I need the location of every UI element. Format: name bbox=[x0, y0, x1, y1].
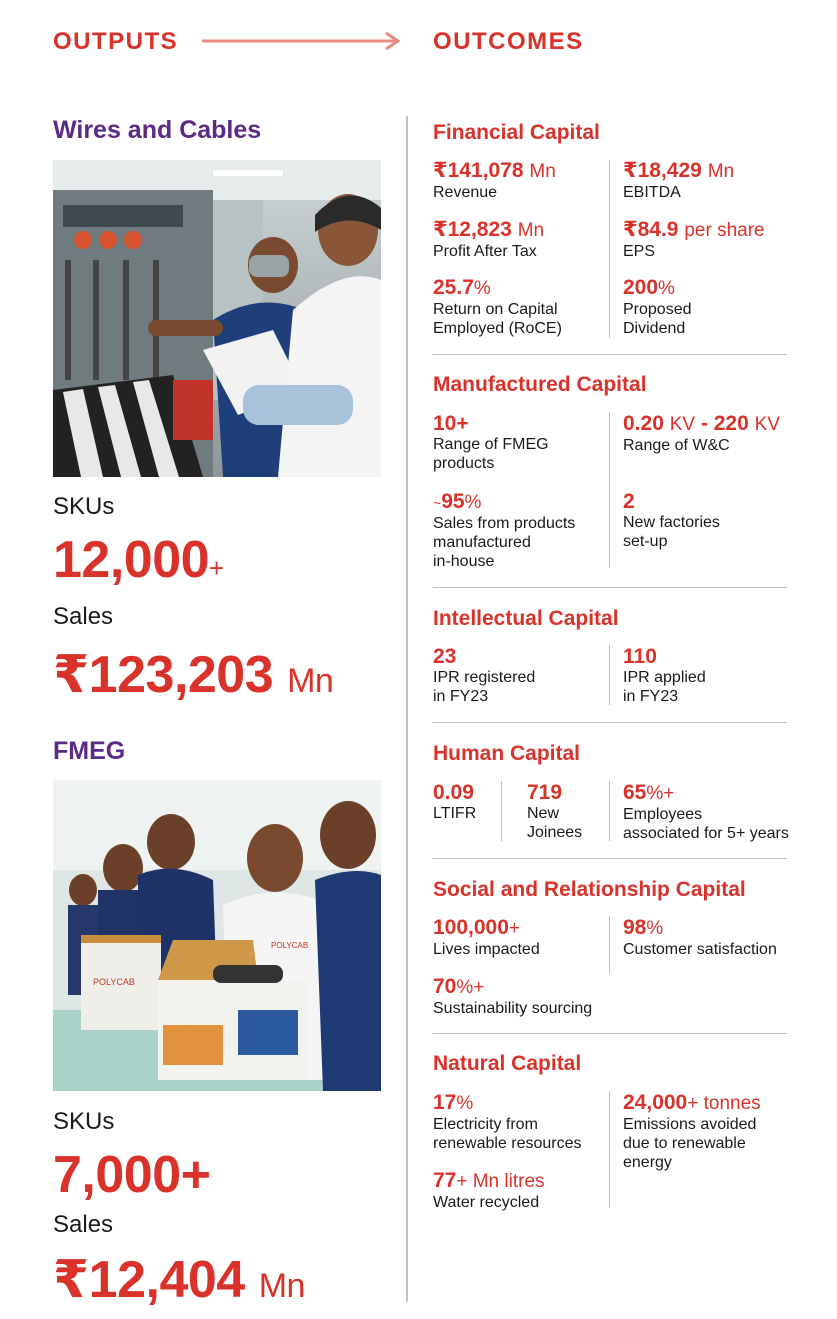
financial-dividend: 200% Proposed Dividend bbox=[623, 276, 692, 337]
natural-water-recycled: 77+ Mn litres Water recycled bbox=[433, 1169, 545, 1211]
social-lives-impacted: 100,000+ Lives impacted bbox=[433, 916, 540, 958]
human-employees-tenure: 65%+ Employees associated for 5+ years bbox=[623, 781, 789, 842]
financial-capital-title: Financial Capital bbox=[433, 121, 600, 144]
financial-ebitda: ₹18,429 Mn EBITDA bbox=[623, 159, 735, 201]
human-col-divider-1 bbox=[501, 781, 502, 841]
packaging-photo bbox=[53, 780, 381, 1091]
manufactured-fmeg-range: 10+ Range of FMEG products bbox=[433, 412, 549, 472]
outputs-heading: OUTPUTS bbox=[53, 28, 179, 55]
wires-sales-value: ₹123,203 Mn bbox=[53, 646, 334, 704]
intellectual-capital-title: Intellectual Capital bbox=[433, 607, 619, 630]
fmeg-sales-value: ₹12,404 Mn bbox=[53, 1251, 305, 1309]
wires-sales-label: Sales bbox=[53, 603, 114, 630]
social-customer-satisfaction: 98% Customer satisfaction bbox=[623, 916, 777, 958]
intellectual-ipr-applied: 110 IPR applied in FY23 bbox=[623, 645, 706, 705]
financial-eps: ₹84.9 per share EPS bbox=[623, 218, 765, 260]
human-col-divider-2 bbox=[609, 781, 610, 841]
natural-capital-title: Natural Capital bbox=[433, 1052, 582, 1075]
human-ltifr: 0.09 LTIFR bbox=[433, 781, 477, 822]
manufactured-capital-title: Manufactured Capital bbox=[433, 373, 647, 396]
fmeg-skus-value: 7,000+ bbox=[53, 1146, 211, 1204]
wires-skus-value: 12,000+ bbox=[53, 531, 224, 589]
fmeg-skus-label: SKUs bbox=[53, 1108, 115, 1135]
manufactured-inhouse-sales: ~95% Sales from products manufactured in-house bbox=[433, 490, 576, 570]
manufactured-wc-range: 0.20 KV - 220 KV Range of W&C bbox=[623, 412, 780, 454]
financial-pat: ₹12,823 Mn Profit After Tax bbox=[433, 218, 545, 260]
divider-financial bbox=[433, 354, 787, 355]
social-sustainability-sourcing: 70%+ Sustainability sourcing bbox=[433, 975, 593, 1017]
divider-human bbox=[433, 858, 787, 859]
social-capital-title: Social and Relationship Capital bbox=[433, 878, 746, 901]
natural-renewable-electricity: 17% Electricity from renewable resources bbox=[433, 1091, 582, 1152]
divider-social bbox=[433, 1033, 787, 1034]
financial-revenue: ₹141,078 Mn Revenue bbox=[433, 159, 556, 201]
human-capital-title: Human Capital bbox=[433, 742, 581, 765]
fmeg-title: FMEG bbox=[53, 737, 126, 765]
shirt-logo: POLYCAB bbox=[271, 941, 309, 950]
arrow-right-icon bbox=[200, 30, 406, 52]
human-new-joinees: 719 New Joinees bbox=[527, 781, 583, 841]
divider-intellectual bbox=[433, 722, 787, 723]
financial-roce: 25.7% Return on Capital Employed (RoCE) bbox=[433, 276, 562, 337]
manufactured-new-factories: 2 New factories set-up bbox=[623, 490, 720, 550]
column-divider bbox=[406, 116, 408, 1302]
intellectual-ipr-registered: 23 IPR registered in FY23 bbox=[433, 645, 536, 705]
box-logo: POLYCAB bbox=[93, 977, 135, 987]
wires-cables-title: Wires and Cables bbox=[53, 116, 262, 144]
outcomes-heading: OUTCOMES bbox=[433, 28, 584, 55]
fmeg-sales-label: Sales bbox=[53, 1211, 114, 1238]
factory-photo bbox=[53, 160, 381, 477]
divider-manufactured bbox=[433, 587, 787, 588]
natural-emissions-avoided: 24,000+ tonnes Emissions avoided due to renewable energy bbox=[623, 1091, 761, 1171]
wires-skus-label: SKUs bbox=[53, 493, 115, 520]
